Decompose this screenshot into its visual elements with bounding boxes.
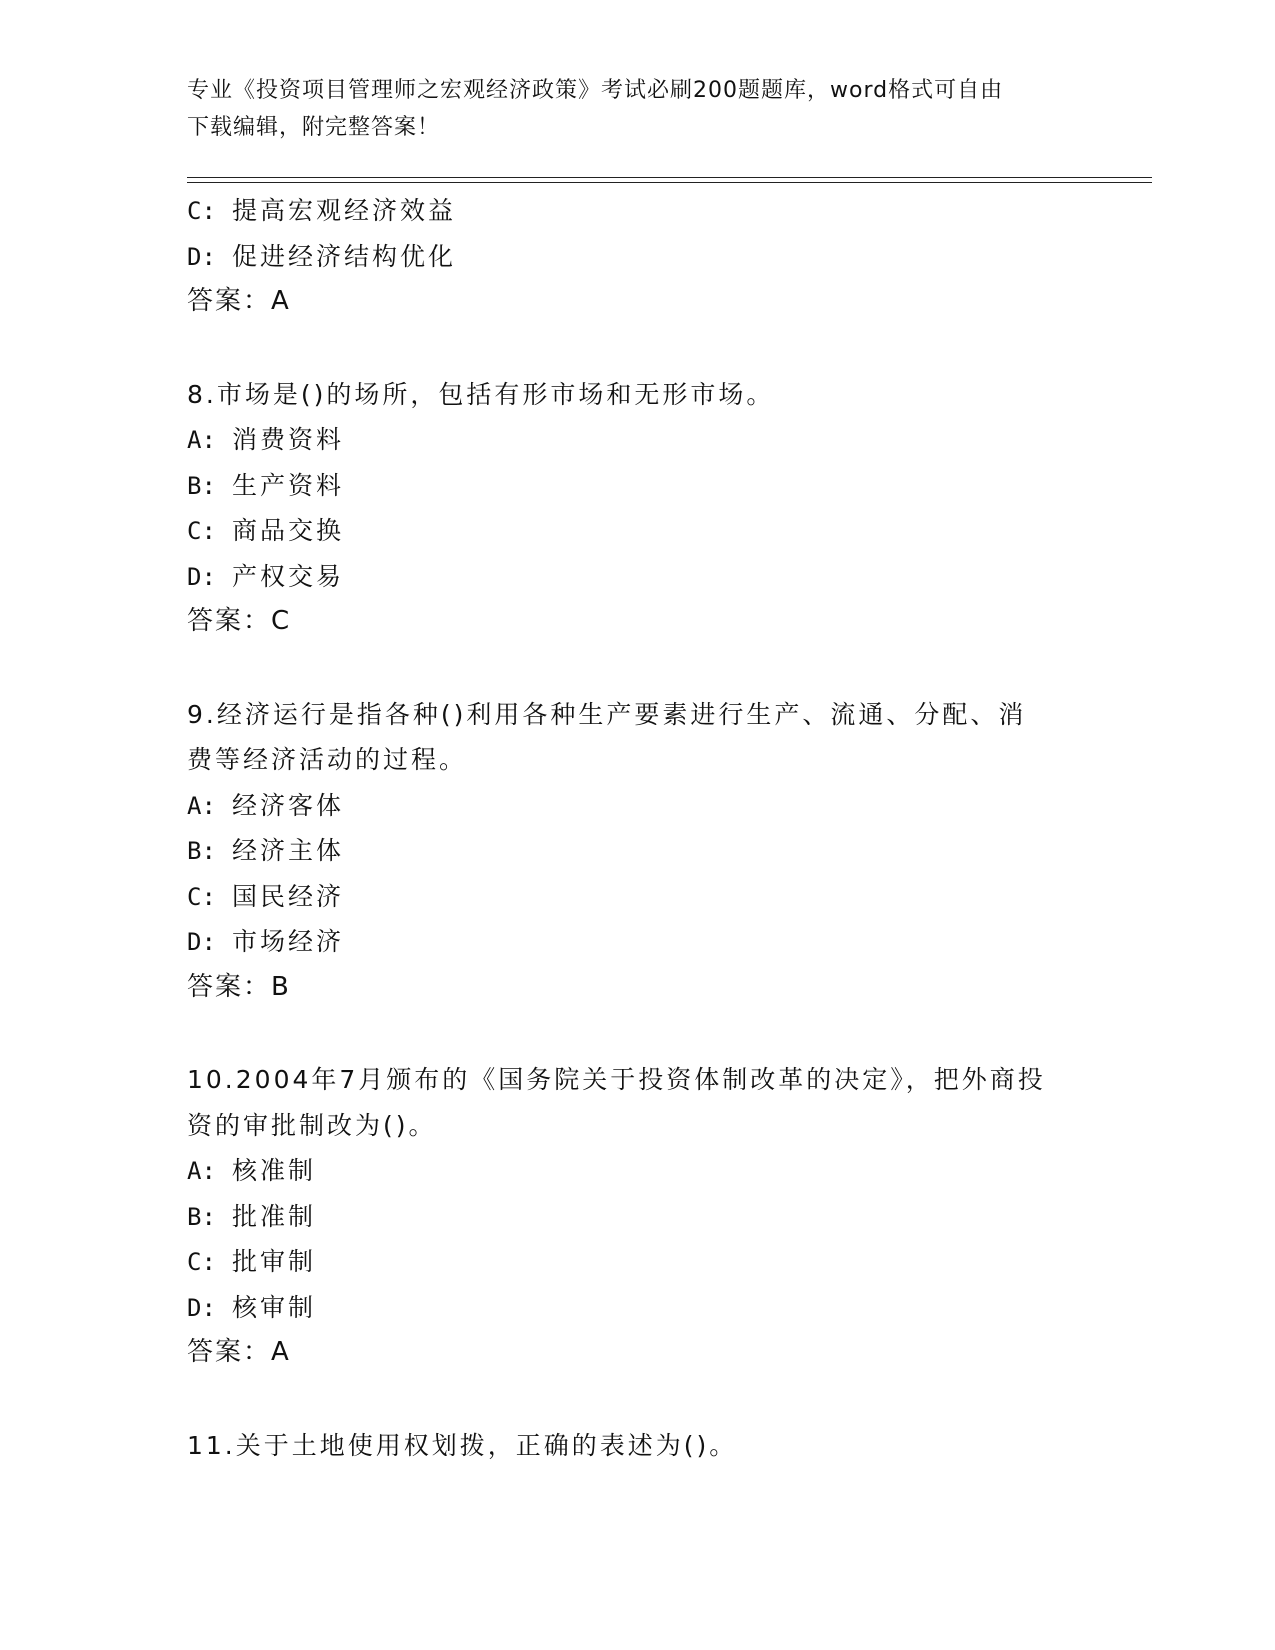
option-text: 国民经济: [232, 881, 345, 911]
option-letter: B:: [187, 837, 216, 865]
option-a: [187, 1148, 1087, 1194]
option-text: 经济客体: [232, 790, 345, 820]
option-text: 经济主体: [232, 836, 345, 865]
question-title: 9.经济运行是指各种()利用各种生产要素进行生产、流通、分配、消: [187, 699, 1027, 729]
option-text: 消费资料: [232, 425, 345, 454]
option-text: 提高宏观经济效益: [232, 196, 457, 225]
document-header: [187, 72, 1087, 146]
option-letter: B:: [187, 1202, 216, 1231]
question-title-continued: 费等经济活动的过程。: [187, 745, 468, 774]
option-text: 批审制: [232, 1247, 317, 1276]
header-divider-bottom: [187, 182, 1152, 183]
option-text: 商品交换: [232, 516, 345, 545]
question-9: [187, 692, 1087, 1011]
question-title: 8.市场是()的场所，包括有形市场和无形市场。: [187, 379, 775, 409]
option-letter: D:: [187, 242, 216, 271]
option-d: [187, 919, 1087, 965]
answer-line: 答案：A: [187, 1337, 291, 1367]
option-b: [187, 463, 1087, 509]
question-title: 11.关于土地使用权划拨，正确的表述为()。: [187, 1430, 738, 1460]
option-letter: A:: [187, 1157, 216, 1185]
option-c: [187, 188, 1087, 234]
question-title: 10.2004年7月颁布的《国务院关于投资体制改革的决定》，把外商投: [187, 1065, 1046, 1094]
option-text: 产权交易: [232, 561, 345, 591]
answer-line: 答案：A: [187, 286, 291, 316]
option-text: 促进经济结构优化: [232, 241, 457, 271]
question-7-continued: [187, 188, 1087, 325]
question-8: [187, 372, 1087, 645]
option-text: 批准制: [232, 1201, 317, 1231]
option-letter: C:: [187, 197, 216, 225]
option-d: [187, 554, 1087, 600]
option-letter: C:: [187, 1248, 216, 1276]
option-text: 市场经济: [232, 927, 345, 956]
option-c: [187, 874, 1087, 920]
header-divider-top: [187, 177, 1152, 178]
option-letter: D:: [187, 928, 216, 956]
option-d: [187, 1285, 1087, 1331]
option-letter: C:: [187, 517, 216, 545]
option-letter: D:: [187, 1293, 216, 1322]
option-text: 核审制: [232, 1292, 317, 1322]
option-letter: C:: [187, 882, 216, 911]
question-11: [187, 1423, 1087, 1469]
option-c: [187, 1239, 1087, 1285]
option-b: [187, 828, 1087, 874]
answer-line: 答案：C: [187, 606, 292, 636]
answer-line: 答案：B: [187, 971, 291, 1002]
question-10: [187, 1057, 1087, 1376]
question-title-continued: 资的审批制改为()。: [187, 1110, 437, 1140]
option-letter: D:: [187, 562, 216, 591]
question-list: [187, 188, 1087, 1468]
option-d: [187, 234, 1087, 280]
option-text: 生产资料: [232, 470, 345, 500]
option-letter: A:: [187, 791, 216, 820]
option-b: [187, 1194, 1087, 1240]
header-line-1: 专业《投资项目管理师之宏观经济政策》考试必刷200题题库，word格式可自由: [187, 78, 1004, 103]
option-text: 核准制: [232, 1156, 317, 1185]
option-letter: B:: [187, 471, 216, 500]
option-letter: A:: [187, 426, 216, 454]
header-line-2: 下载编辑，附完整答案！: [187, 115, 441, 140]
option-a: [187, 417, 1087, 463]
option-c: [187, 508, 1087, 554]
option-a: [187, 783, 1087, 829]
